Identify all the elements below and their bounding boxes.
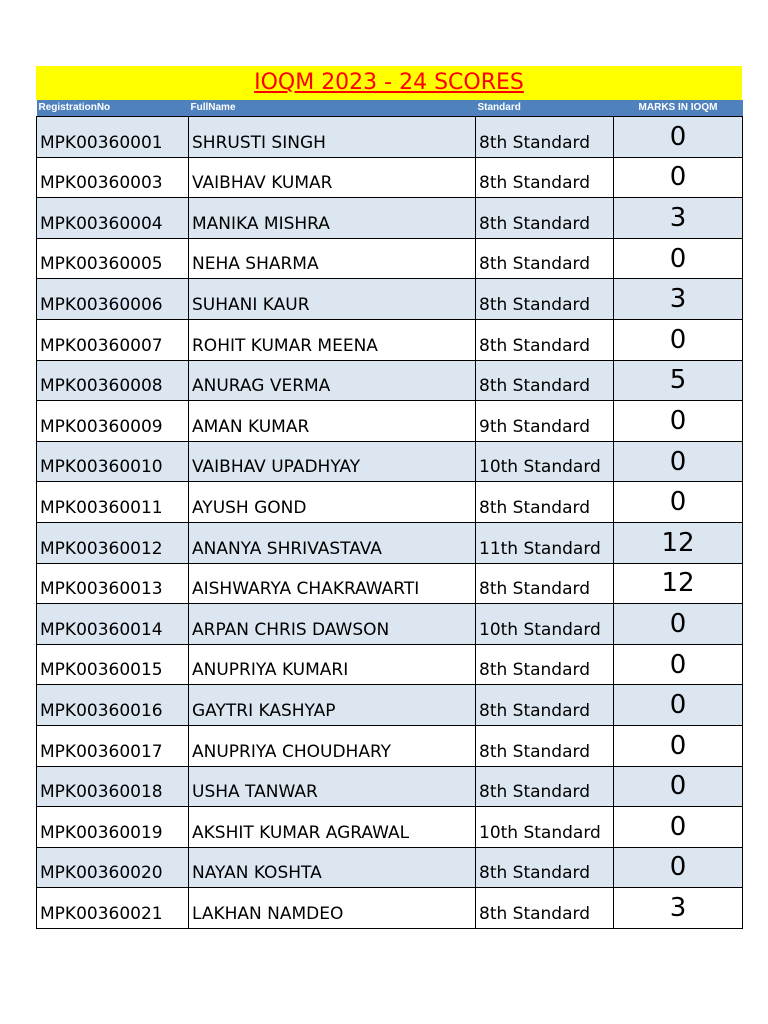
standard-cell: 8th Standard: [476, 279, 614, 320]
fullname-cell: ANUPRIYA KUMARI: [189, 644, 476, 685]
table-row: [37, 807, 743, 848]
standard-cell: 10th Standard: [476, 604, 614, 645]
table-row: [37, 725, 743, 766]
registration-cell: MPK00360016: [37, 685, 189, 726]
marks-cell: 0: [614, 441, 743, 482]
table-row: [37, 847, 743, 888]
table-row: [37, 482, 743, 523]
table-row: [37, 604, 743, 645]
marks-cell: 5: [614, 360, 743, 401]
fullname-cell: NEHA SHARMA: [189, 238, 476, 279]
marks-cell: 3: [614, 198, 743, 239]
standard-cell: 8th Standard: [476, 117, 614, 158]
fullname-cell: NAYAN KOSHTA: [189, 847, 476, 888]
standard-cell: 8th Standard: [476, 847, 614, 888]
table-row: [37, 198, 743, 239]
marks-cell: 0: [614, 725, 743, 766]
registration-cell: MPK00360004: [37, 198, 189, 239]
fullname-cell: AYUSH GOND: [189, 482, 476, 523]
registration-cell: MPK00360015: [37, 644, 189, 685]
standard-cell: 10th Standard: [476, 807, 614, 848]
standard-cell: 8th Standard: [476, 157, 614, 198]
marks-cell: 12: [614, 522, 743, 563]
fullname-cell: VAIBHAV UPADHYAY: [189, 441, 476, 482]
table-row: [37, 888, 743, 929]
score-sheet: [36, 66, 742, 929]
registration-cell: MPK00360013: [37, 563, 189, 604]
table-row: [37, 319, 743, 360]
standard-cell: 8th Standard: [476, 766, 614, 807]
table-row: [37, 157, 743, 198]
registration-cell: MPK00360010: [37, 441, 189, 482]
table-row: [37, 522, 743, 563]
marks-cell: 3: [614, 888, 743, 929]
fullname-cell: ANUPRIYA CHOUDHARY: [189, 725, 476, 766]
fullname-cell: LAKHAN NAMDEO: [189, 888, 476, 929]
registration-cell: MPK00360005: [37, 238, 189, 279]
title-bar: [36, 66, 742, 100]
registration-cell: MPK00360012: [37, 522, 189, 563]
scores-table: [36, 100, 743, 929]
registration-cell: MPK00360003: [37, 157, 189, 198]
marks-cell: 0: [614, 807, 743, 848]
fullname-cell: USHA TANWAR: [189, 766, 476, 807]
fullname-cell: ROHIT KUMAR MEENA: [189, 319, 476, 360]
marks-cell: 0: [614, 685, 743, 726]
registration-cell: MPK00360007: [37, 319, 189, 360]
registration-cell: MPK00360020: [37, 847, 189, 888]
standard-cell: 11th Standard: [476, 522, 614, 563]
table-row: [37, 117, 743, 158]
registration-cell: MPK00360009: [37, 401, 189, 442]
standard-cell: 8th Standard: [476, 644, 614, 685]
standard-cell: 8th Standard: [476, 238, 614, 279]
registration-cell: MPK00360001: [37, 117, 189, 158]
header-fullname: FullName: [190, 102, 236, 113]
fullname-cell: ANANYA SHRIVASTAVA: [189, 522, 476, 563]
marks-cell: 12: [614, 563, 743, 604]
marks-cell: 0: [614, 238, 743, 279]
header-registration: RegistrationNo: [38, 102, 111, 113]
table-row: [37, 644, 743, 685]
table-row: [37, 360, 743, 401]
registration-cell: MPK00360018: [37, 766, 189, 807]
standard-cell: 8th Standard: [476, 360, 614, 401]
marks-cell: 0: [614, 117, 743, 158]
table-row: [37, 401, 743, 442]
standard-cell: 8th Standard: [476, 482, 614, 523]
fullname-cell: SUHANI KAUR: [189, 279, 476, 320]
standard-cell: 8th Standard: [476, 888, 614, 929]
standard-cell: 8th Standard: [476, 725, 614, 766]
fullname-cell: GAYTRI KASHYAP: [189, 685, 476, 726]
marks-cell: 0: [614, 157, 743, 198]
fullname-cell: ANURAG VERMA: [189, 360, 476, 401]
marks-cell: 0: [614, 644, 743, 685]
standard-cell: 8th Standard: [476, 198, 614, 239]
marks-cell: 0: [614, 847, 743, 888]
header-marks: MARKS IN IOQM: [638, 102, 718, 113]
standard-cell: 8th Standard: [476, 319, 614, 360]
marks-cell: 0: [614, 604, 743, 645]
registration-cell: MPK00360011: [37, 482, 189, 523]
table-row: [37, 563, 743, 604]
table-row: [37, 279, 743, 320]
page-title: IOQM 2023 - 24 SCORES: [254, 70, 524, 95]
marks-cell: 0: [614, 319, 743, 360]
marks-cell: 3: [614, 279, 743, 320]
registration-cell: MPK00360006: [37, 279, 189, 320]
fullname-cell: ARPAN CHRIS DAWSON: [189, 604, 476, 645]
fullname-cell: MANIKA MISHRA: [189, 198, 476, 239]
header-row: [37, 100, 743, 117]
fullname-cell: SHRUSTI SINGH: [189, 117, 476, 158]
header-standard: Standard: [477, 102, 521, 113]
standard-cell: 10th Standard: [476, 441, 614, 482]
fullname-cell: AKSHIT KUMAR AGRAWAL: [189, 807, 476, 848]
registration-cell: MPK00360008: [37, 360, 189, 401]
table-row: [37, 238, 743, 279]
marks-cell: 0: [614, 482, 743, 523]
registration-cell: MPK00360021: [37, 888, 189, 929]
marks-cell: 0: [614, 766, 743, 807]
marks-cell: 0: [614, 401, 743, 442]
standard-cell: 9th Standard: [476, 401, 614, 442]
fullname-cell: AISHWARYA CHAKRAWARTI: [189, 563, 476, 604]
table-row: [37, 766, 743, 807]
table-row: [37, 685, 743, 726]
table-row: [37, 441, 743, 482]
table-body: [37, 117, 743, 929]
fullname-cell: AMAN KUMAR: [189, 401, 476, 442]
fullname-cell: VAIBHAV KUMAR: [189, 157, 476, 198]
registration-cell: MPK00360019: [37, 807, 189, 848]
standard-cell: 8th Standard: [476, 563, 614, 604]
registration-cell: MPK00360014: [37, 604, 189, 645]
standard-cell: 8th Standard: [476, 685, 614, 726]
registration-cell: MPK00360017: [37, 725, 189, 766]
